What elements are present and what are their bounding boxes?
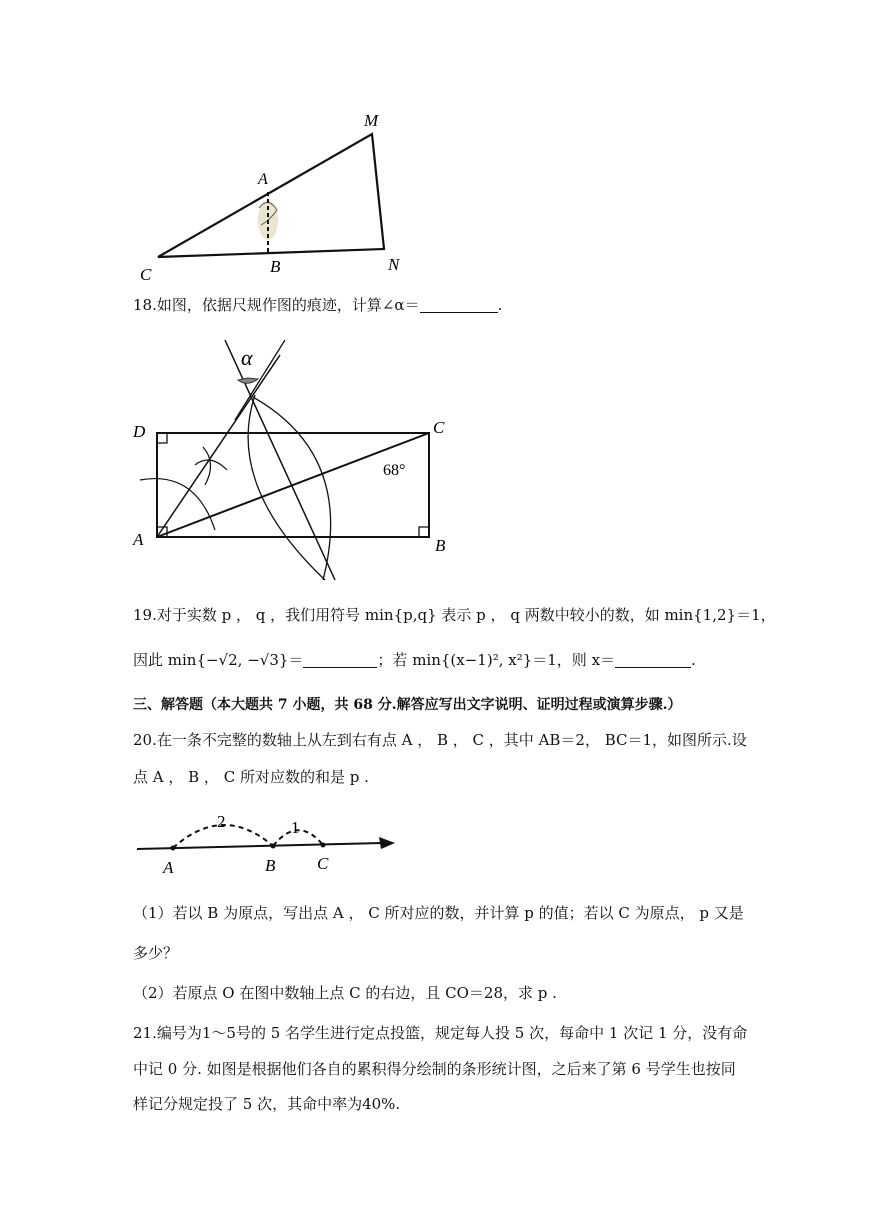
question-19-line-2: 因此 min{−√2, −√3}＝ ；若 min{(x−1)², x²}＝1，则 x＝ .	[133, 651, 696, 669]
construction-arc-a	[140, 479, 215, 530]
section-title: 三、解答题	[133, 697, 203, 713]
label-a: A	[163, 858, 174, 877]
label-d: D	[133, 422, 146, 441]
label-c: C	[140, 265, 152, 284]
label-c: C	[433, 418, 445, 437]
answer-blank-1	[303, 651, 377, 668]
construction-arc-right	[253, 397, 331, 580]
diagonal-ac	[157, 433, 429, 537]
question-20-part-1-line-2: 多少？	[133, 944, 179, 962]
label-distance-1: 1	[291, 818, 300, 837]
question-19-line-1: 19.对于实数 p ， q ，我们用符号 min{p,q} 表示 p ， q 两数中较小的数，如 min{1,2}＝1，	[133, 606, 776, 624]
label-distance-2: 2	[217, 812, 226, 831]
question-number: 20.	[133, 731, 157, 749]
label-b: B	[435, 536, 446, 555]
answer-blank-2	[615, 651, 691, 668]
question-number: 21.	[133, 1024, 157, 1042]
question-21-line-3: 样记分规定投了 5 次，其命中率为40%.	[133, 1095, 401, 1113]
label-angle-68: 68°	[383, 462, 406, 479]
section-heading	[133, 695, 681, 715]
label-n: N	[388, 255, 400, 274]
perpendicular-bisector	[225, 340, 335, 580]
question-20-part-1-line-1: （1）若以 B 为原点，写出点 A ， C 所对应的数，并计算 p 的值；若以 C 为原点， p 又是	[133, 904, 744, 922]
right-angle-b	[419, 527, 429, 537]
label-alpha: α	[241, 345, 253, 370]
question-18: 18.如图，依据尺规作图的痕迹，计算∠α＝ .	[133, 296, 503, 314]
label-m: M	[364, 111, 379, 130]
triangle-figure-q17	[120, 100, 420, 285]
question-21-line-1: 21.编号为1～5号的 5 名学生进行定点投篮，规定每人投 5 次，每命中 1 次记 1 分，没有命	[133, 1024, 748, 1042]
label-a: A	[133, 530, 144, 549]
label-a: A	[258, 171, 268, 188]
question-21-line-2: 中记 0 分. 如图是根据他们各自的累积得分绘制的条形统计图，之后来了第 6 号学生也按同	[133, 1060, 736, 1078]
question-20-part-2: （2）若原点 O 在图中数轴上点 C 的右边，且 CO＝28，求 p .	[133, 984, 557, 1002]
number-line-arrow	[379, 837, 395, 849]
label-b: B	[265, 856, 276, 875]
angle-alpha-sector	[238, 378, 258, 383]
bisector-line	[157, 355, 280, 537]
section-note: （本大题共 7 小题，共 68 分.解答应写出文字说明、证明过程或演算步骤.）	[203, 697, 682, 713]
question-18-text: 如图，依据尺规作图的痕迹，计算∠α＝	[156, 296, 420, 314]
label-c: C	[317, 854, 329, 873]
question-20-line-2: 点 A ， B ， C 所对应数的和是 p .	[133, 768, 369, 786]
number-line-figure-q20	[133, 805, 403, 885]
label-b: B	[270, 257, 281, 276]
question-number: 19.	[133, 606, 157, 624]
answer-blank	[420, 296, 498, 313]
right-angle-d	[157, 433, 167, 443]
rectangle-figure-q18	[125, 335, 465, 585]
question-20-line-1: 20.在一条不完整的数轴上从左到右有点 A ， B ， C ，其中 AB＝2， BC＝1，如图所示.设	[133, 731, 747, 749]
question-number: 18.	[133, 296, 157, 314]
